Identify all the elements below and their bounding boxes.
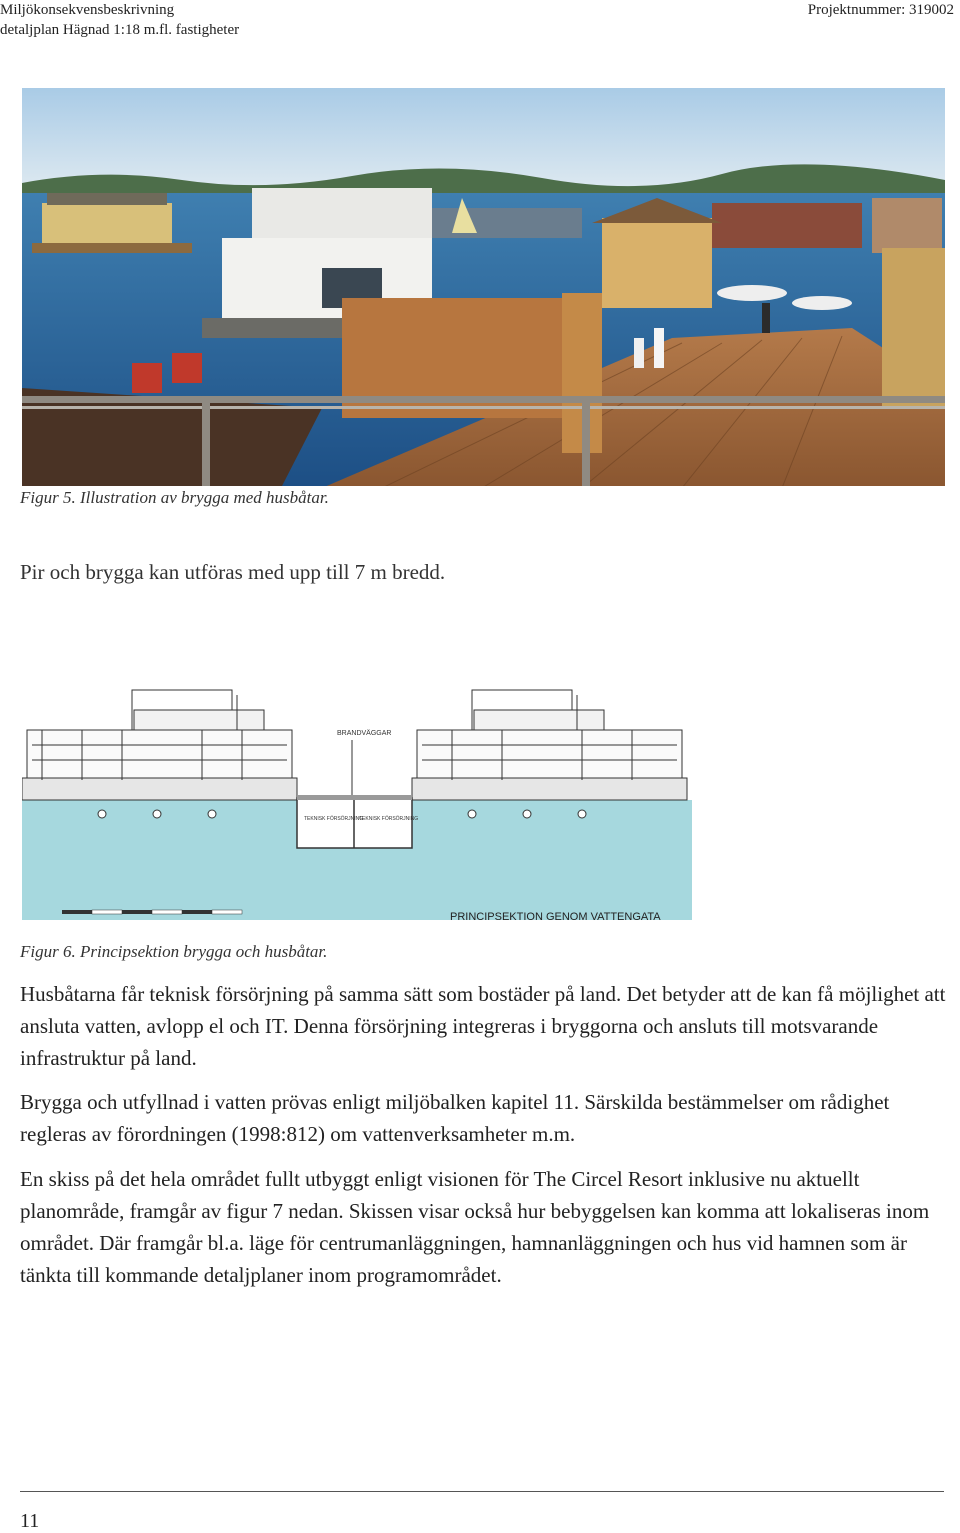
firewall-label: BRANDVÄGGAR [337,730,392,737]
footer-divider [20,1491,944,1492]
pier-width-statement: Pir och brygga kan utföras med upp till 7 m bredd. [20,560,446,584]
figure-5-illustration [22,88,945,486]
principle-section-diagram [22,620,692,925]
paragraph-sketch-reference: En skiss på det hela området fullt utbyggt enligt visionen för The Circel Resort inklusive nu aktuellt planområde, framgår av figur 7 nedan. Skissen visar också hur bebyggelsen kan komma att lokaliseras inom området. Där framgår bl.a. läge för centrumanläggningen, hamnanläggningen och hus vid hamnen som är tänkta till kommande detaljplaner inom programområdet. [20,1167,930,1287]
figure-5-caption: Figur 5. Illustration av brygga med husbåtar. [20,488,329,507]
figure-6-caption: Figur 6. Principsektion brygga och husbåtar. [20,942,328,961]
project-number: Projektnummer: 319002 [807,2,954,18]
paragraph-technical-supply: Husbåtarna får teknisk försörjning på samma sätt som bostäder på land. Det betyder att de kan få möjlighet att ansluta vatten, avlopp el och IT. Denna försörjning integreras i bryggorna och ansluts till motsvarande infrastruktur på land. [20,982,946,1070]
houseboat-pier-illustration [22,88,945,486]
document-header [0,0,239,40]
figure-6-section-drawing [22,620,692,925]
paragraph-permits: Brygga och utfyllnad i vatten prövas enligt miljöbalken kapitel 11. Särskilda bestämmelser om rådighet regleras av förordningen (1998:812) om vattenverksamheter m.m. [20,1090,890,1146]
section-title: PRINCIPSEKTION GENOM VATTENGATA [450,911,661,923]
supply-label-right: TEKNISK FÖRSÖRJNING [359,816,419,822]
page-number: 11 [20,1510,40,1532]
supply-label-left: TEKNISK FÖRSÖRJNING [304,816,364,822]
document-title: Miljökonsekvensbeskrivning [0,2,175,18]
document-subtitle: detaljplan Hägnad 1:18 m.fl. fastigheter [0,22,240,38]
